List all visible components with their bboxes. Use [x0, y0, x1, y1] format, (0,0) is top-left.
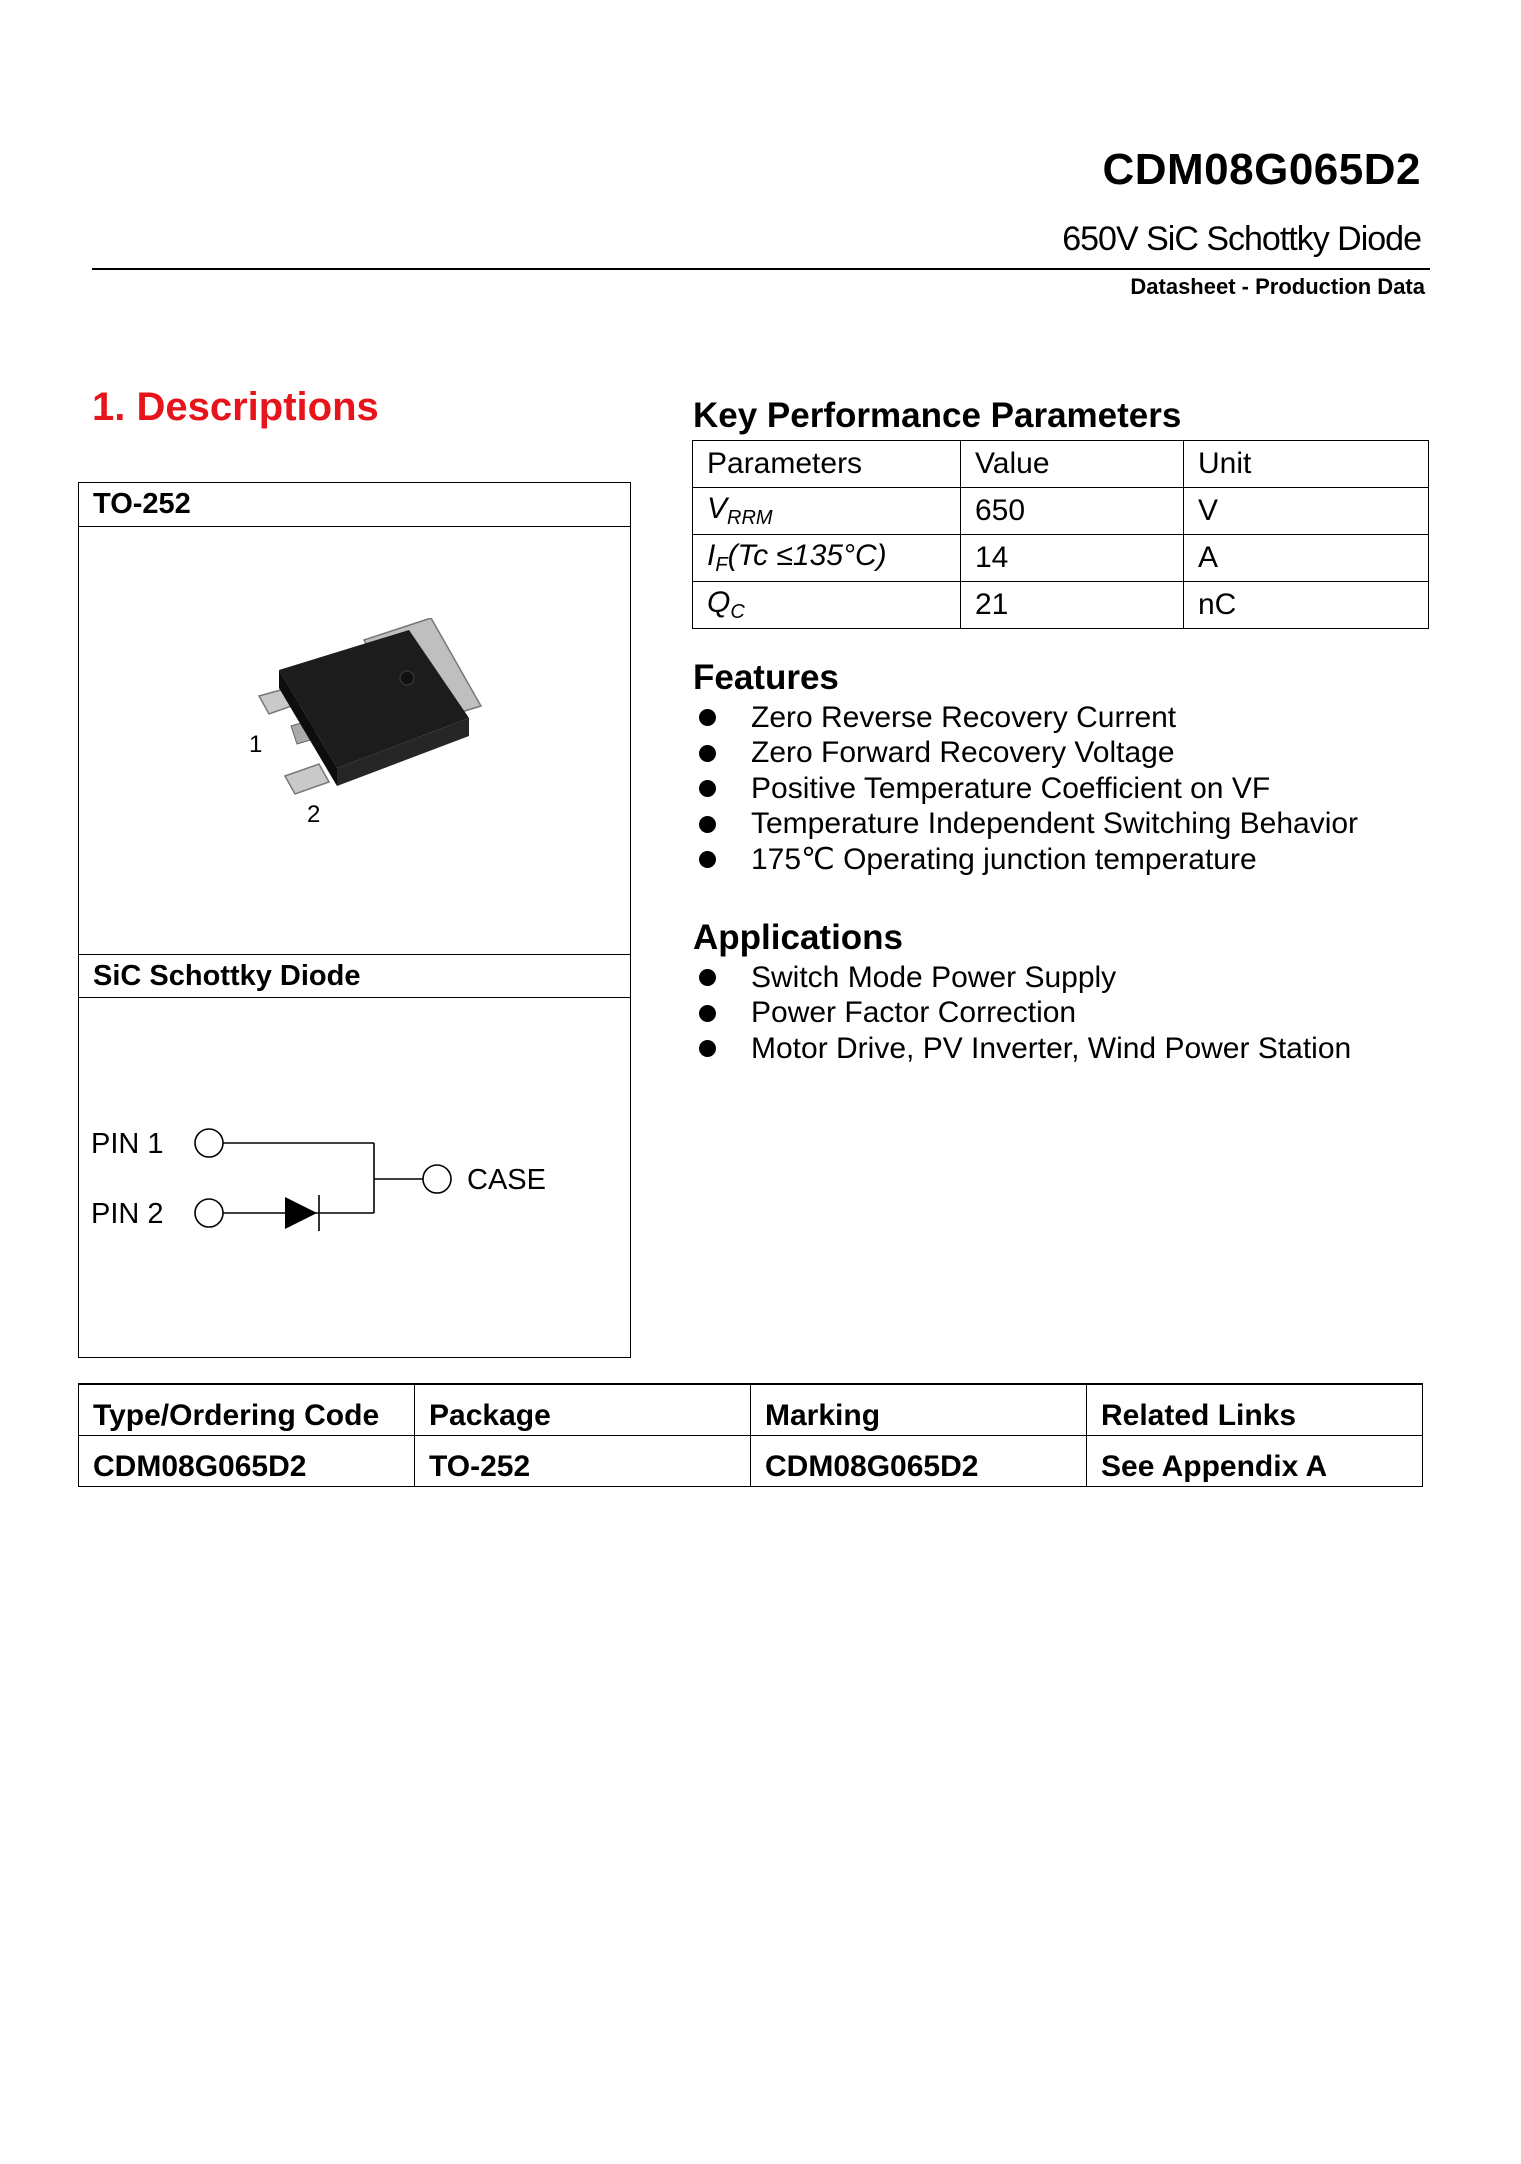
schematic-symbol: [79, 999, 629, 1357]
schematic-pin1-label: PIN 1: [91, 1128, 164, 1160]
bullet-icon: [699, 851, 716, 868]
value-cell: 21: [961, 582, 1184, 629]
package-cell: TO-252: [415, 1435, 751, 1486]
section-title: 1. Descriptions: [92, 385, 379, 429]
list-item: 175℃ Operating junction temperature: [693, 842, 1358, 878]
table-header-cell: Unit: [1184, 441, 1429, 488]
list-item: Motor Drive, PV Inverter, Wind Power Station: [693, 1031, 1351, 1067]
table-header-cell: Value: [961, 441, 1184, 488]
header-divider: [92, 268, 1430, 270]
ordering-table: [78, 1383, 1423, 1487]
pin-1-label: 1: [249, 731, 263, 758]
list-item: Power Factor Correction: [693, 996, 1351, 1032]
list-item: Zero Reverse Recovery Current: [693, 700, 1358, 736]
diode-icon: [285, 1197, 317, 1229]
list-item: Zero Forward Recovery Voltage: [693, 736, 1358, 772]
ordering-code-cell: CDM08G065D2: [79, 1435, 415, 1486]
bullet-icon: [699, 1040, 716, 1057]
unit-cell: V: [1184, 488, 1429, 535]
to252-package-image: [219, 618, 539, 848]
table-header-cell: Package: [415, 1384, 751, 1435]
related-links-cell[interactable]: See Appendix A: [1087, 1435, 1423, 1486]
key-parameters-title: Key Performance Parameters: [693, 396, 1182, 435]
unit-cell: nC: [1184, 582, 1429, 629]
document-type: Datasheet - Production Data: [1130, 274, 1425, 299]
applications-title: Applications: [693, 918, 904, 957]
table-header-row: [693, 441, 1429, 488]
parameter-cell: $I_F(Tc \le 135^\circ C)$: [693, 535, 961, 582]
schematic-case-label: CASE: [467, 1164, 546, 1196]
table-header-cell: Related Links: [1087, 1384, 1423, 1435]
table-header-cell: Type/Ordering Code: [79, 1384, 415, 1435]
key-parameters-table: [692, 440, 1429, 629]
unit-cell: A: [1184, 535, 1429, 582]
applications-list: [693, 960, 1351, 1067]
parameter-cell: $Q_C$: [693, 582, 961, 629]
bullet-icon: [699, 1005, 716, 1022]
symbol-label: SiC Schottky Diode: [79, 954, 630, 998]
bullet-icon: [699, 969, 716, 986]
table-header-row: [79, 1384, 1423, 1435]
bullet-icon: [699, 816, 716, 833]
table-header-cell: Marking: [751, 1384, 1087, 1435]
features-title: Features: [693, 658, 839, 697]
package-label: TO-252: [79, 483, 630, 527]
list-item: Switch Mode Power Supply: [693, 960, 1351, 996]
table-row: [693, 535, 1429, 582]
bullet-icon: [699, 745, 716, 762]
value-cell: 14: [961, 535, 1184, 582]
features-list: [693, 700, 1358, 878]
list-item: Temperature Independent Switching Behavior: [693, 807, 1358, 843]
bullet-icon: [699, 780, 716, 797]
document-subtitle: 650V SiC Schottky Diode: [1062, 220, 1421, 258]
table-header-cell: Parameters: [693, 441, 961, 488]
table-row: [693, 488, 1429, 535]
bullet-icon: [699, 709, 716, 726]
pin-2-label: 2: [307, 801, 321, 828]
package-panel: [78, 482, 631, 1358]
marking-cell: CDM08G065D2: [751, 1435, 1087, 1486]
schematic-pin2-label: PIN 2: [91, 1198, 164, 1230]
table-row: [79, 1435, 1423, 1486]
parameter-cell: $V_{RRM}$: [693, 488, 961, 535]
table-row: [693, 582, 1429, 629]
part-number: CDM08G065D2: [1102, 145, 1421, 194]
value-cell: 650: [961, 488, 1184, 535]
list-item: Positive Temperature Coefficient on VF: [693, 771, 1358, 807]
